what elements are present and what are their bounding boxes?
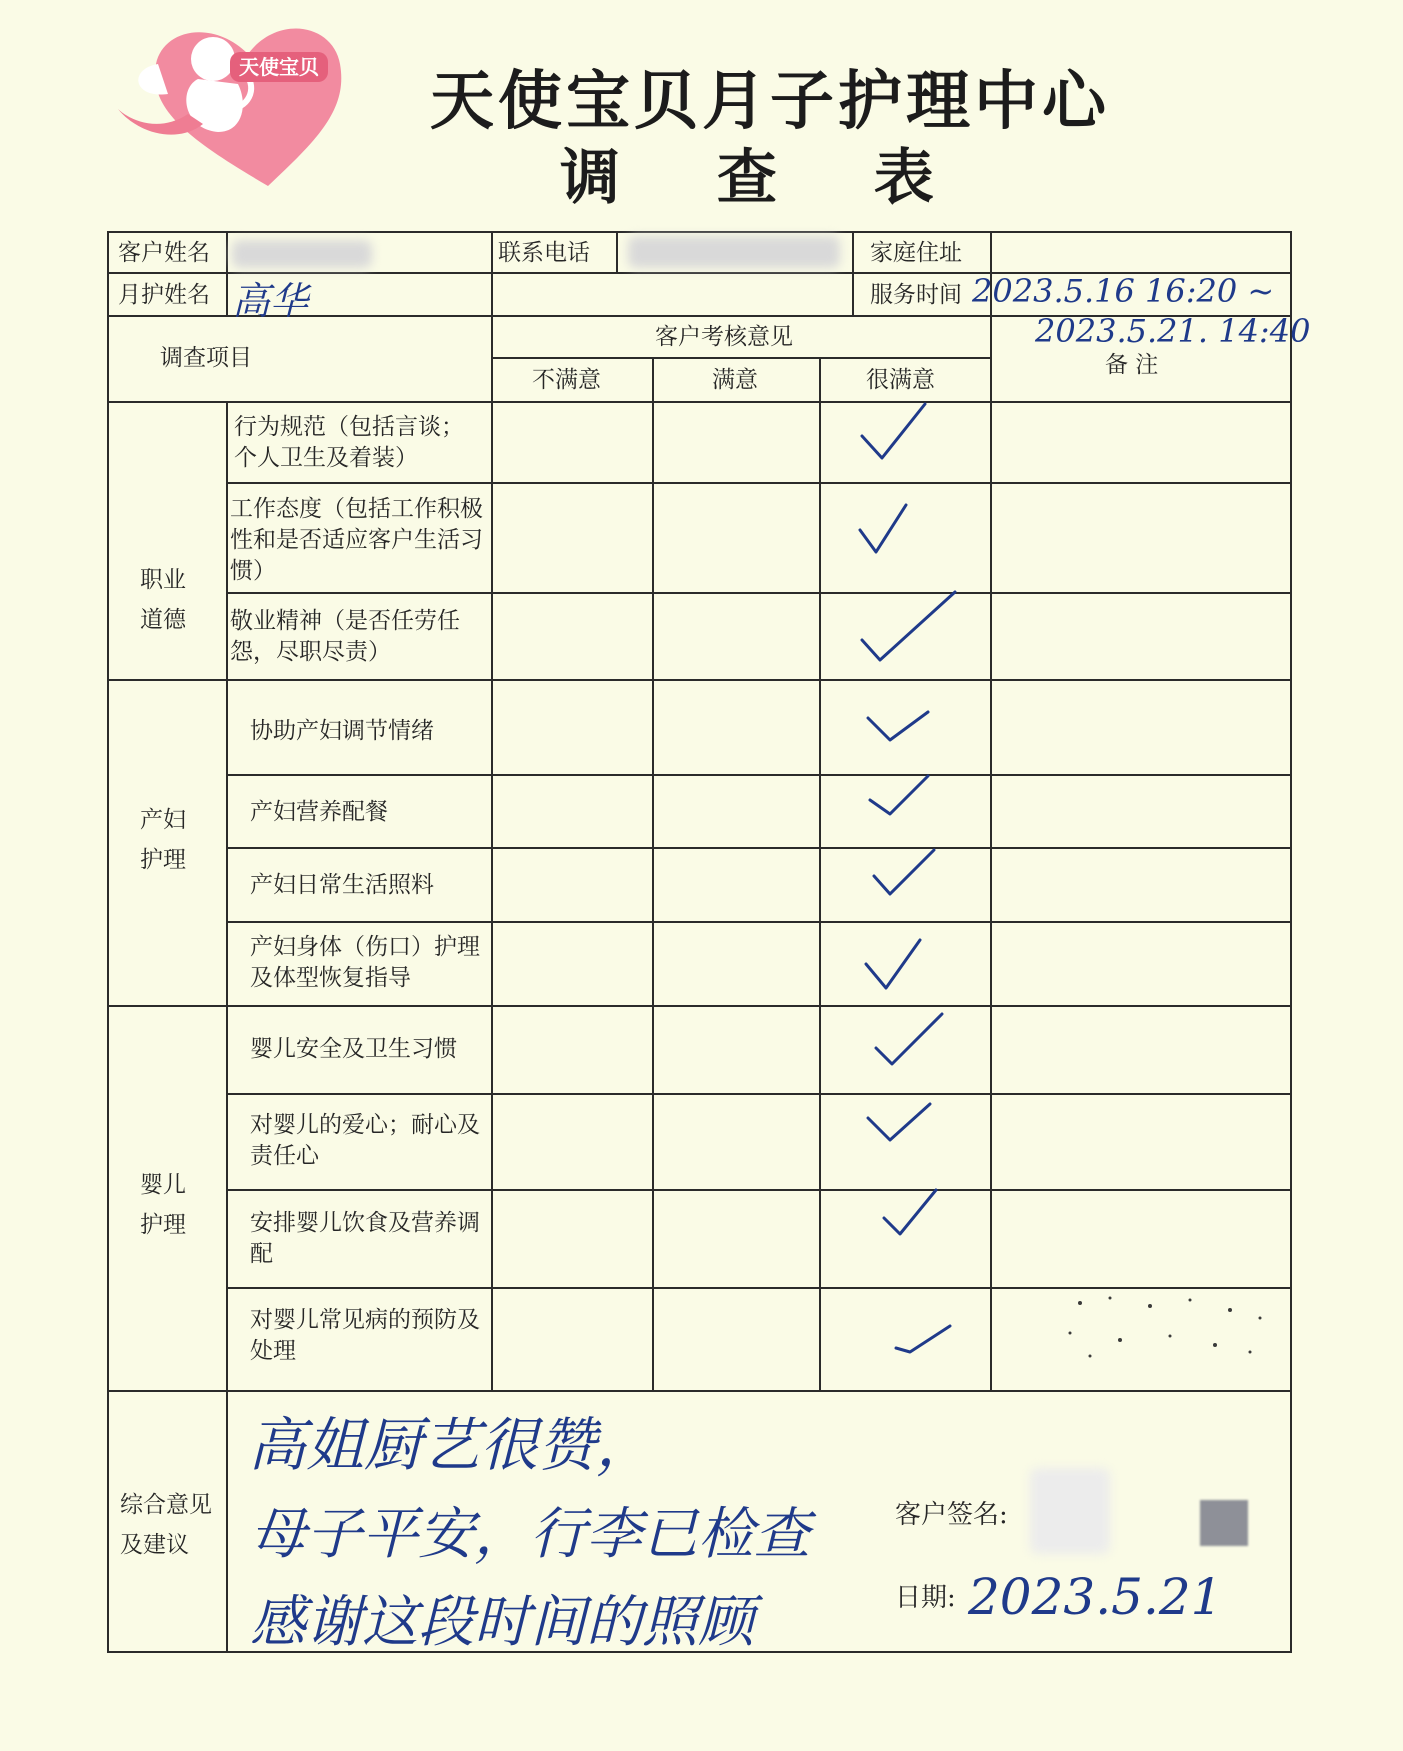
item-infant-illness: 对婴儿常见病的预防及处理 [250, 1307, 480, 1364]
item-daily-care: 产妇日常生活照料 [250, 872, 434, 898]
page-title: 天使宝贝月子护理中心 [430, 65, 1110, 139]
phone-label: 联系电话 [498, 240, 590, 266]
service-time-start: 2023.5.16 16:20 ~ [972, 272, 1275, 310]
check-icon [884, 1190, 936, 1234]
comment-line-3: 感谢这段时间的照顾 [250, 1590, 754, 1655]
group-infant-care: 婴儿 护理 [140, 1172, 186, 1238]
item-attitude: 工作态度（包括工作积极性和是否适应客户生活习惯） [230, 496, 483, 584]
col-remark: 备 注 [1105, 352, 1159, 378]
item-dedication: 敬业精神（是否任劳任怨，尽职尽责） [230, 608, 460, 665]
comment-line-1: 高姐厨艺很赞， [248, 1411, 655, 1479]
redacted-signature-mark [1200, 1500, 1248, 1546]
item-mood: 协助产妇调节情绪 [250, 718, 434, 744]
check-icon [870, 776, 928, 814]
col-very-satisfied: 很满意 [866, 367, 935, 393]
check-icon [896, 1326, 950, 1352]
date-handwritten: 2023.5.21 [968, 1568, 1223, 1626]
col-satisfied: 满意 [712, 367, 758, 393]
col-unsatisfied: 不满意 [532, 367, 601, 393]
check-icon [874, 850, 934, 894]
page-subtitle: 调 查 表 [560, 143, 972, 213]
check-icon [860, 505, 906, 552]
summary-label: 综合意见 及建议 [120, 1492, 212, 1558]
item-infant-love: 对婴儿的爱心；耐心及责任心 [250, 1112, 480, 1169]
item-recovery: 产妇身体（伤口）护理及体型恢复指导 [250, 934, 480, 991]
check-icon [868, 712, 928, 740]
client-name-label: 客户姓名 [118, 240, 210, 266]
nurse-name-handwritten: 高华 [232, 279, 309, 323]
logo-text: 天使宝贝 [239, 55, 319, 79]
item-infant-feeding: 安排婴儿饮食及营养调配 [250, 1210, 480, 1267]
opinion-header: 客户考核意见 [655, 324, 793, 350]
redacted-signature [1030, 1468, 1110, 1554]
item-nutrition: 产妇营养配餐 [250, 799, 388, 825]
check-icon [862, 404, 925, 458]
item-infant-safety: 婴儿安全及卫生习惯 [250, 1036, 457, 1062]
service-time-label: 服务时间 [870, 282, 962, 308]
address-label: 家庭住址 [870, 240, 962, 266]
item-behavior: 行为规范（包括言谈；个人卫生及着装） [234, 414, 464, 471]
check-icon [866, 940, 920, 988]
group-professional-ethics: 职业 道德 [140, 567, 186, 633]
comment-line-2: 母子平安，行李已检查 [250, 1502, 810, 1567]
check-icon [868, 1104, 930, 1140]
signature-label: 客户签名: [895, 1500, 1008, 1530]
nurse-label: 月护姓名 [118, 282, 210, 308]
date-label: 日期: [895, 1583, 956, 1613]
check-icon [862, 592, 955, 660]
item-header: 调查项目 [160, 345, 252, 371]
service-time-end: 2023.5.21. 14:40 [1035, 312, 1311, 350]
group-maternal-care: 产妇 护理 [140, 807, 186, 873]
check-icon [876, 1014, 942, 1064]
